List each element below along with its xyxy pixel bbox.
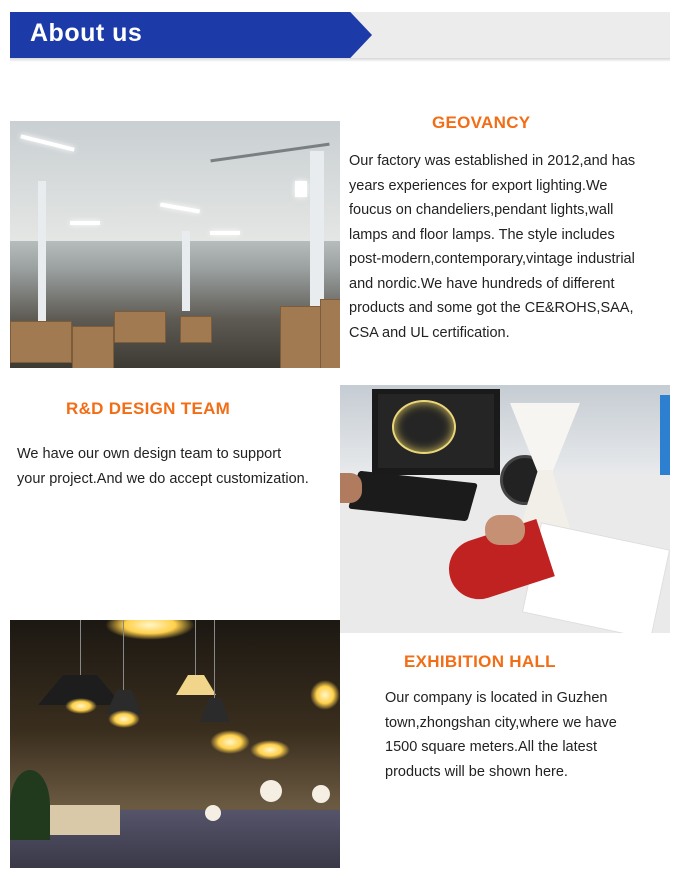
factory-pillar (38, 181, 46, 321)
text-line: town,zhongshan city,where we have (385, 714, 617, 731)
pendant-cord (123, 620, 124, 692)
text-line: your project.And we do accept customization. (17, 470, 309, 487)
design-team-heading: R&D DESIGN TEAM (66, 399, 231, 418)
pendant-cord (195, 620, 196, 678)
text-line: products will be shown here. (385, 763, 568, 780)
carton-box (320, 299, 340, 368)
factory-pillar (182, 231, 190, 311)
text-line: foucus on chandeliers,pendant lights,wall (349, 202, 614, 218)
lamp-glow (250, 740, 290, 760)
ceiling-glow (105, 620, 195, 640)
text-line: products and some got the CE&ROHS,SAA, (349, 300, 634, 316)
lamp-glow (310, 680, 340, 710)
text-line: and nordic.We have hundreds of different (349, 275, 615, 292)
chandelier-render-icon (392, 400, 456, 454)
ceiling-light (295, 181, 307, 197)
lamp-glow (108, 710, 140, 728)
lamp-glow (210, 730, 250, 754)
globe-lamp (205, 805, 221, 821)
text-line: lamps and floor lamps. The style includes (349, 226, 615, 243)
factory-photo (10, 121, 340, 368)
lamp-glow (65, 698, 97, 714)
carton-box (114, 311, 166, 343)
exhibition-text (385, 686, 617, 784)
decor-plant (10, 770, 50, 840)
globe-lamp (260, 780, 282, 802)
about-us-banner (10, 12, 670, 58)
designer-left-hand (340, 473, 362, 503)
pendant-cord (214, 620, 215, 700)
factory-ceiling (10, 121, 340, 241)
ceiling-light (210, 231, 240, 235)
text-line: post-modern,contemporary,vintage industrial (349, 251, 635, 267)
design-team-photo (340, 385, 670, 633)
text-line: years experiences for export lighting.We (349, 177, 608, 194)
carton-box (180, 316, 212, 343)
geovancy-text (349, 149, 635, 345)
geovancy-heading: GEOVANCY (432, 113, 531, 132)
exhibition-hall-photo (10, 620, 340, 868)
monitor (372, 389, 500, 475)
display-counter (50, 805, 120, 835)
banner-title: About us (30, 19, 143, 47)
text-line: Our company is located in Guzhen (385, 690, 608, 706)
exhibition-heading: EXHIBITION HALL (404, 652, 556, 671)
pendant-cord (80, 620, 81, 678)
carton-box (280, 306, 322, 368)
carton-box (72, 326, 114, 368)
text-line: Our factory was established in 2012,and has (349, 153, 636, 169)
globe-lamp (312, 785, 330, 803)
text-line: 1500 square meters.All the latest (385, 739, 597, 755)
ceiling-light (70, 221, 100, 225)
designer-hand (485, 515, 525, 545)
banner-shadow (10, 58, 670, 62)
text-line: We have our own design team to support (17, 446, 282, 462)
monitor-screen (378, 394, 494, 468)
pendant-lamp-icon (176, 675, 216, 695)
pendant-lamp-icon (200, 698, 230, 722)
design-team-text (17, 442, 309, 491)
text-line: CSA and UL certification. (349, 324, 510, 341)
carton-box (10, 321, 72, 363)
